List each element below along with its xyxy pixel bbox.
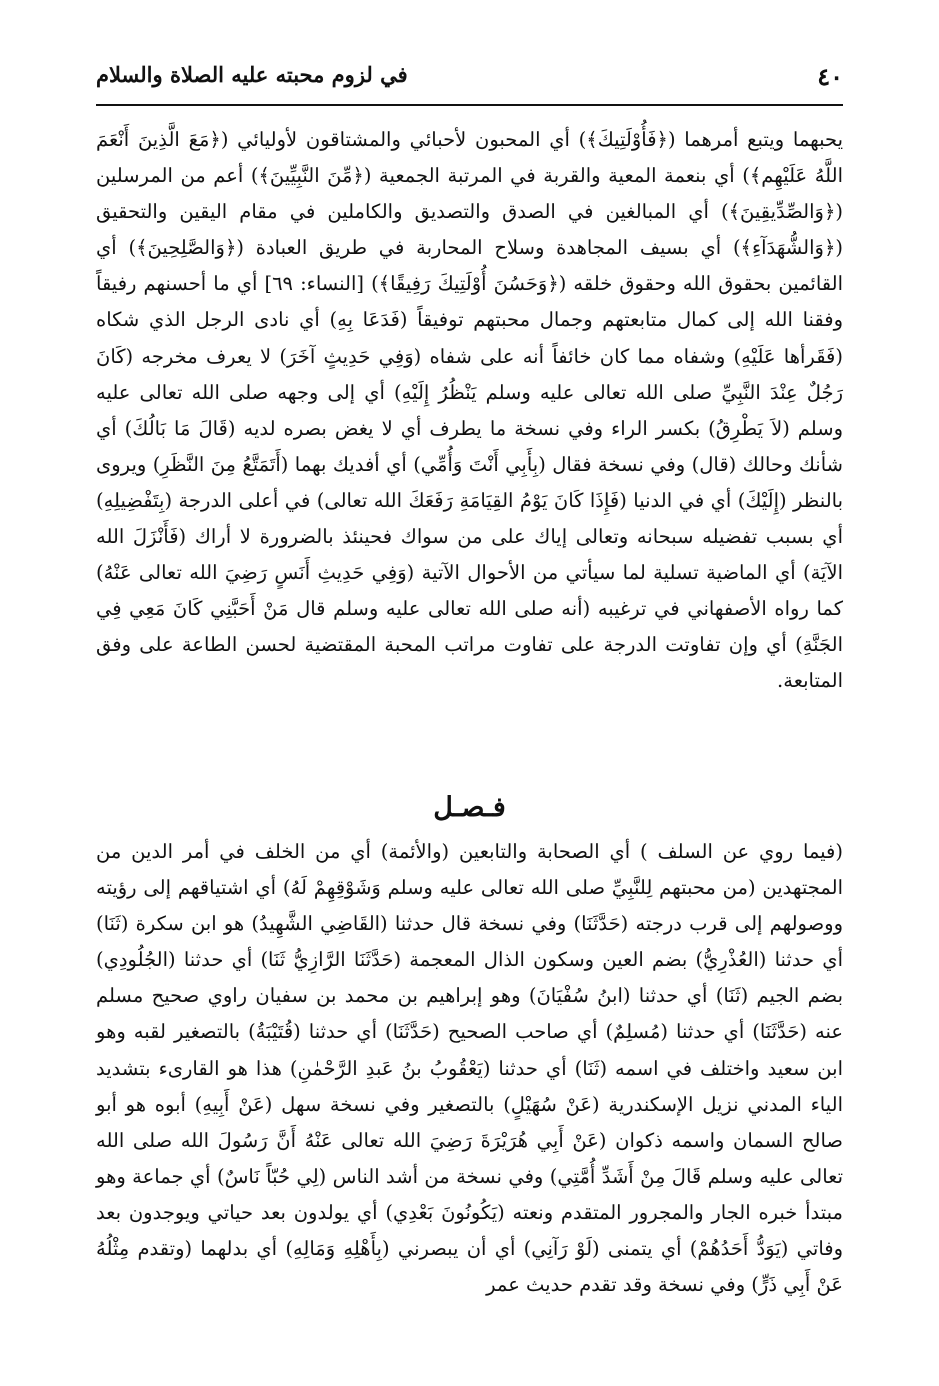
section-heading: فـصـل <box>433 792 506 823</box>
page-header <box>96 56 843 102</box>
header-rule <box>96 104 843 106</box>
paragraph-commentary: يحبهما ويتبع أمرهما (﴿فَأُوْلَتِيكَ﴾) أي المحبون لأحبائي والمشتاقون لأوليائي (﴿مَعَ الَّذِينَ أَنْعَمَ اللَّهُ عَلَيْهِم﴾) أي بنعمة المعية والقربة في المرتبة الجمعية (﴿مِّنَ النَّبِيِّينَ﴾) أعم من المرسلين (﴿وَالصِّدِّيقِينَ﴾) أي المبالغين في الصدق والتصديق والكاملين في مقام اليقين والتحقيق (﴿وَالشُّهَدَآءِ﴾) أي بسيف المجاهدة وسلاح المحاربة في طريق العبادة (﴿وَالصَّلِحِينَ﴾) أي القائمين بحقوق الله وحقوق خلقه (﴿وَحَسُنَ أُوْلَتِيكَ رَفِيقًا﴾) [النساء: ٦٩] أي ما أحسنهم رفيقاً وفقنا الله إلى كمال متابعتهم وجمال محبتهم توفيقاً (فَدَعَا بِهِ) أي نادى الرجل الذي شكاه (فَقَرأها عَلَيْهِ) وشفاه مما كان خائفاً أنه على شفاه (وَفِي حَدِيثٍ آخَرَ) لا يعرف مخرجه (كَانَ رَجُلٌ عِنْدَ النَّبِيِّ صلى الله تعالى عليه وسلم يَنْظُرُ إِلَيْهِ) أي إلى وجهه صلى الله تعالى عليه وسلم (لاَ يَطْرِقُ) بكسر الراء وفي نسخة ما يطرف أي لا يغض بصره لديه (قَالَ مَا بَالُكَ) أي شأنك وحالك (قال) وفي نسخة فقال (بِأَبِي أَنْتَ وَأُمِّي) أي أفديك بهما (أَتَمَتَّعُ مِنَ النَّظَرِ) ويروى بالنظر (إِلَيْكَ) أي في الدنيا (فَإِذَا كَانَ يَوْمُ القِيَامَةِ رَفَعَكَ الله تعالى) في أعلى الدرجة (بِتَفْضِيلِهِ) أي بسبب تفضيله سبحانه وتعالى إياك على من سواك فحينئذ بالضرورة لا أراك (فَأَنْزَلَ الله الآيَة) أي الماضية تسلية لما سيأتي من الأحوال الآتية (وَفِي حَدِيثِ أَنَسٍ رَضِيَ الله تعالى عَنْهُ) كما رواه الأصفهاني في ترغيبه (أنه صلى الله تعالى عليه وسلم قال مَنْ أَحَبَّنِي كَانَ مَعِي فِي الجَنَّةِ) أي وإن تفاوتت الدرجة على تفاوت مراتب المحبة المقتضية لحسن الطاعة على وفق المتابعة. <box>96 128 843 693</box>
paragraph-section-fasl: (فيما روي عن السلف ) أي الصحابة والتابعين (والأئمة) أي من الخلف في أمر الدين من المجتهدين (من محبتهم لِلنَّبِيِّ صلى الله تعالى عليه وسلم وَشَوْقِهِمْ لَهُ) أي اشتياقهم إلى رؤيته ووصولهم إلى قرب درجته (حَدَّثَنَا) وفي نسخة قال حدثنا (القَاضِي الشَّهِيدُ) هو ابن سكرة (ثَنَا) أي حدثنا (العُذْرِيُّ) بضم العين وسكون الذال المعجمة (حَدَّثَنَا الرَّازِيُّ ثَنَا) أي حدثنا (الجُلُودِي) بضم الجيم (ثَنَا) أي حدثنا (ابنُ سُفْيَانَ) وهو إبراهيم بن محمد بن سفيان راوي صحيح مسلم عنه (حَدَّثَنَا) أي حدثنا (مُسلِمٌ) أي صاحب الصحيح (حَدَّثَنَا) أي حدثنا (قُتَيْبَةُ) بالتصغير لقبه وهو ابن سعيد واختلف في اسمه (ثَنَا) أي حدثنا (يَعْقُوبُ بنُ عَبدِ الرَّحْمٰنِ) هذا هو القارىء بتشديد الياء المدني نزيل الإسكندرية (عَنْ سُهَيْلٍ) بالتصغير وفي نسخة سهل (عَنْ أَبِيهِ) أبوه هو أبو صالح السمان واسمه ذكوان (عَنْ أَبِي هُرَيْرَةَ رَضِيَ الله تعالى عَنْهُ أَنَّ رَسُولَ الله صلى الله تعالى عليه وسلم قَالَ مِنْ أَشَدِّ أُمَّتِي) وفي نسخة من أشد الناس (لِي حُبّاً نَاسٌ) أي جماعة وهو مبتدأ خبره الجار والمجرور المتقدم ونعته (يَكُونُونَ بَعْدِي) أي يولدون بعد حياتي ويوجدون بعد وفاتي (يَوَدُّ أَحَدُهُمْ) أي يتمنى (لَوْ رَآنِي) أي أن يبصرني (بِأَهْلِهِ وَمَالِهِ) أي بدلهما (وتقدم مِثْلُهُ عَنْ أَبِي ذَرٍّ) وفي نسخة وقد تقدم حديث عمر <box>96 840 843 1297</box>
running-title: في لزوم محبته عليه الصلاة والسلام <box>96 62 408 87</box>
page-number: ٤٠ <box>817 62 843 91</box>
